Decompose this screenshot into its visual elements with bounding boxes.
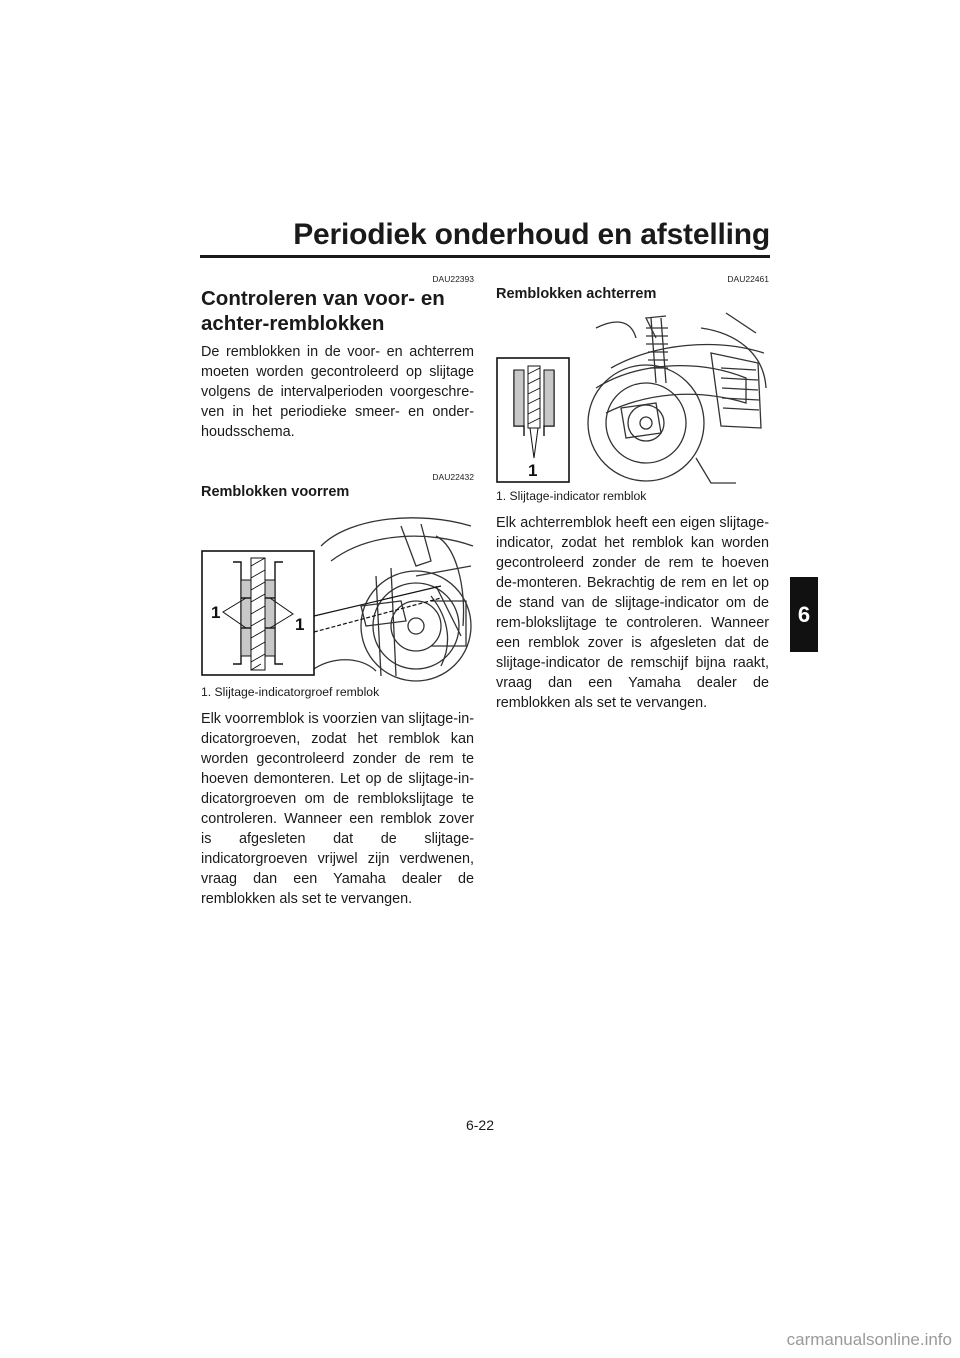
- left-column: [201, 270, 474, 909]
- rear-figure-label: 1: [528, 461, 538, 480]
- rear-body-paragraph: Elk achterremblok heeft een eigen slijtage-indicator, zodat het remblok kan worden gecontroleerd zonder de rem te hoeven de-monteren. Bekrachtig de rem en let op de stand van de slijtage-indicator om de rem-blokslijtage te controleren. Wanneer een remblok zover is afgesleten dat de slijtage-indicator de remschijf bijna raakt, vraag dan een Yamaha dealer de remblokken als set te vervangen.: [496, 515, 769, 712]
- front-brake-illustration: [201, 506, 474, 682]
- front-figure-label-a: 1: [211, 603, 221, 623]
- page-number: 6-22: [465, 1117, 495, 1133]
- rear-subsection-code: DAU22461: [727, 274, 769, 284]
- front-figure-caption: 1. Slijtage-indicatorgroef remblok: [201, 685, 380, 700]
- rear-brake-illustration: [496, 308, 769, 486]
- subsection-code: DAU22432: [432, 472, 474, 483]
- subsection-title-front: Remblokken voorrem: [201, 484, 350, 501]
- subsection-title-rear: Remblokken achterrem: [496, 286, 657, 302]
- section-title: Controleren van voor- en achter-remblokken: [201, 287, 445, 335]
- rear-brake-figure: [496, 308, 769, 486]
- intro-paragraph: De remblokken in de voor- en achterrem moeten worden gecontroleerd op slijtage volgens de intervalperioden voorgeschre-ven in het periodieke smeer- en onder-houdsschema.: [201, 344, 474, 441]
- page-header-title: Periodiek onderhoud en afstelling: [293, 218, 770, 251]
- right-column: [496, 270, 769, 713]
- front-figure-label-b: 1: [295, 615, 305, 635]
- chapter-tab[interactable]: 6: [790, 577, 818, 652]
- front-body-paragraph: Elk voorremblok is voorzien van slijtage-in-dicatorgroeven, zodat het remblok kan worden gecontroleerd zonder de rem te hoeven demonteren. Let op de slijtage-in-dicatorgroeven om de remblokslijtage te controleren. Wanneer een remblok zover is afgesleten dat de slijtage-indicatorgroeven vrijwel zijn verdwenen, vraag dan een Yamaha dealer de remblokken als set te vervangen.: [201, 711, 474, 908]
- rear-figure-caption: 1. Slijtage-indicator remblok: [496, 489, 647, 503]
- watermark: carmanualsonline.info: [786, 1330, 952, 1349]
- front-brake-figure: [201, 506, 474, 682]
- header-rule: [200, 255, 770, 258]
- section-code: DAU22393: [432, 274, 474, 284]
